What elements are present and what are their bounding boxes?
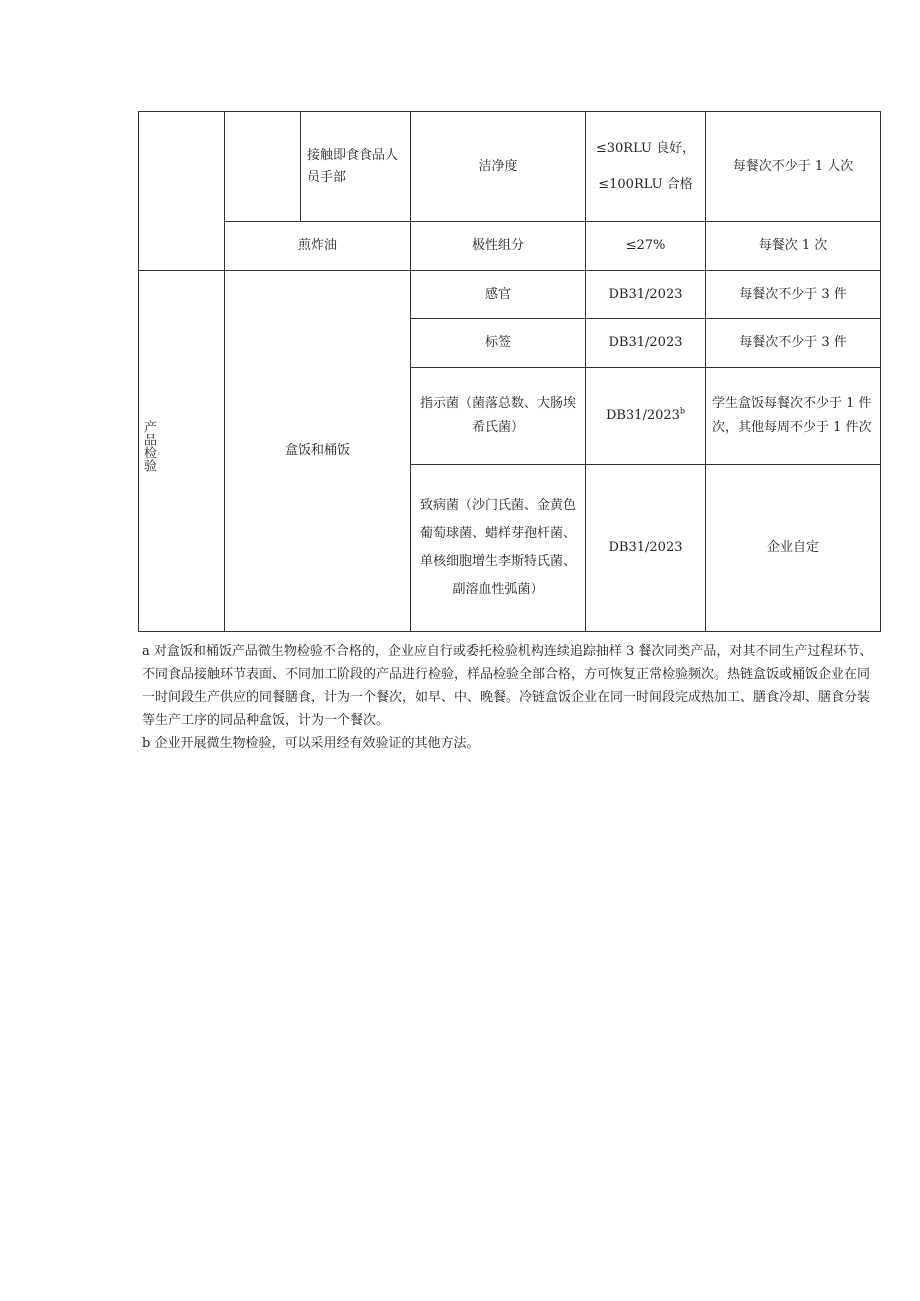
standard-cell: ≤27% [586, 222, 706, 271]
category-cell [139, 271, 225, 632]
frequency-cell: 每餐次不少于 1 人次 [706, 112, 881, 222]
table-row [139, 222, 881, 271]
table-row [139, 112, 881, 222]
footnote-b: b 企业开展微生物检验，可以采用经有效验证的其他方法。 [142, 736, 480, 751]
frequency-cell: 学生盒饭每餐次不少于 1 件次，其他每周不少于 1 件次 [706, 368, 881, 465]
standard-cell: DB31/2023 [586, 465, 706, 632]
item-cell: 洁净度 [411, 112, 586, 222]
frequency-cell: 每餐次不少于 3 件 [706, 271, 881, 319]
frequency-cell: 每餐次不少于 3 件 [706, 319, 881, 368]
standard-cell: ≤30RLU 良好， ≤100RLU 合格 [586, 112, 706, 222]
item-cell: 指示菌（菌落总数、大肠埃希氏菌） [411, 368, 586, 465]
subcategory-cell-empty [225, 112, 301, 222]
footnote-a: a 对盒饭和桶饭产品微生物检验不合格的，企业应自行或委托检验机构连续追踪抽样 3 餐次同类产品，对其不同生产过程环节、不同食品接触环节表面、不同加工阶段的产品进行检验，样品检验全部合格，方可恢复正常检验频次。热链盒饭或桶饭企业在同一时间段生产供应的同餐膳食，计为一个餐次，如早、中、晚餐。冷链盒饭企业在同一时间段完成热加工、膳食冷却、膳食分装等生产工序的同品种盒饭，计为一个餐次。 [142, 644, 873, 728]
standard-cell: DB31/2023$^b$ [586, 368, 706, 465]
inspection-table [138, 111, 881, 632]
category-label: 产品检验 [141, 420, 156, 472]
item-cell: 致病菌（沙门氏菌、金黄色葡萄球菌、蜡样芽孢杆菌、单核细胞增生李斯特氏菌、副溶血性弧菌） [411, 465, 586, 632]
frequency-cell: 每餐次 1 次 [706, 222, 881, 271]
table-footnotes [142, 640, 882, 755]
frequency-cell: 企业自定 [706, 465, 881, 632]
item-cell: 感官 [411, 271, 586, 319]
standard-cell: DB31/2023 [586, 271, 706, 319]
table-row [139, 271, 881, 319]
item-cell: 极性组分 [411, 222, 586, 271]
product-cell: 盒饭和桶饭 [225, 271, 411, 632]
subject-cell: 接触即食食品人员手部 [301, 112, 411, 222]
standard-cell: DB31/2023 [586, 319, 706, 368]
subject-cell: 煎炸油 [225, 222, 411, 271]
category-cell-empty [139, 112, 225, 271]
item-cell: 标签 [411, 319, 586, 368]
